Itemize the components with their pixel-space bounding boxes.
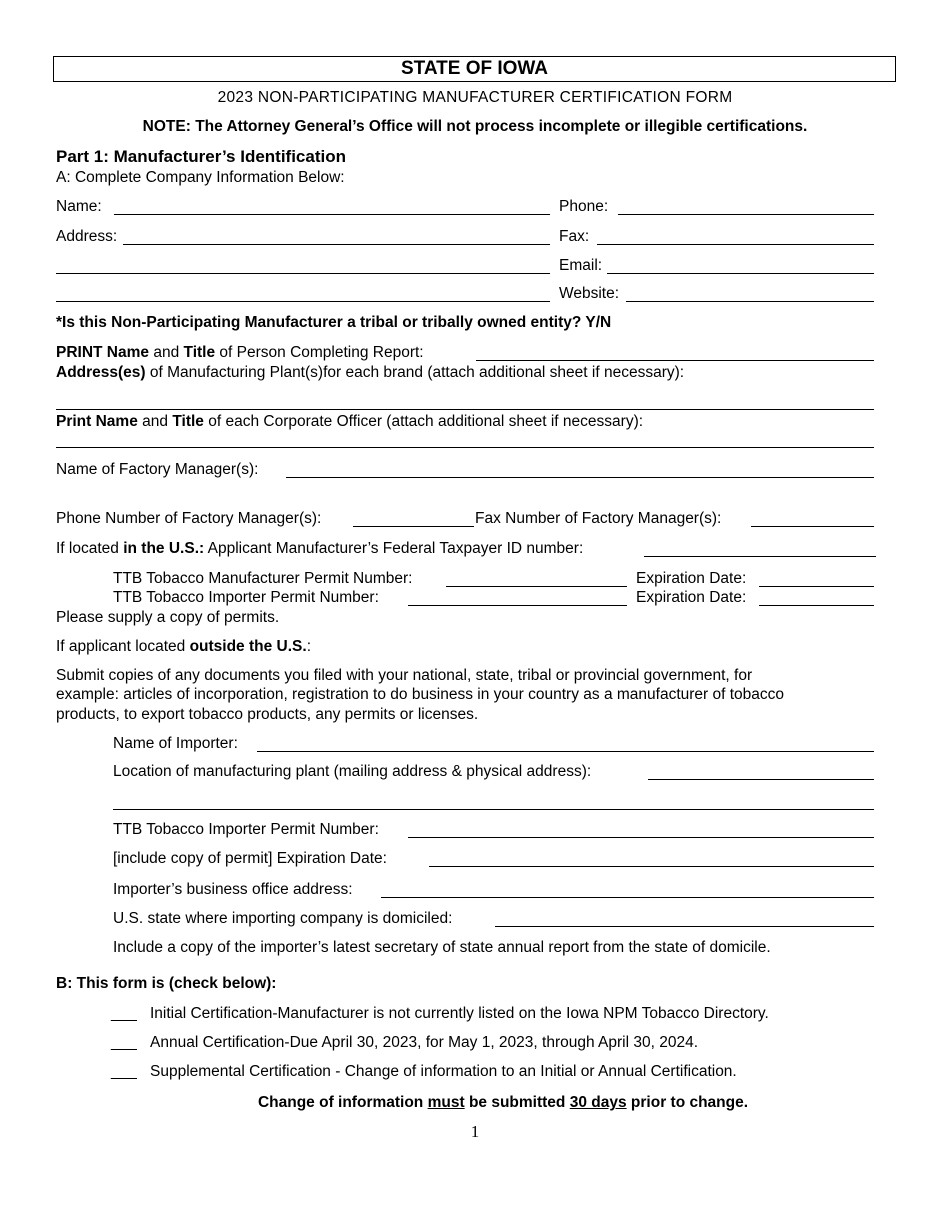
- submit-docs-line-2: example: articles of incorporation, registration to do business in your country as a manufacturer of tobacco: [56, 686, 785, 703]
- fm-fax-field[interactable]: [751, 526, 874, 527]
- form-title: STATE OF IOWA: [53, 56, 896, 82]
- ttb-importer-expiration-label: Expiration Date:: [636, 589, 747, 606]
- corporate-officers-label: Print Name and Title of each Corporate Officer (attach additional sheet if necessary):: [56, 413, 644, 430]
- section-b-label: B: This form is (check below):: [56, 975, 277, 992]
- importer-report-note: Include a copy of the importer’s latest secretary of state annual report from the state of domicile.: [113, 939, 771, 956]
- part1-heading: Part 1: Manufacturer’s Identification: [56, 147, 346, 166]
- person-completing-field[interactable]: [476, 360, 874, 361]
- importer-permit-label: TTB Tobacco Importer Permit Number:: [113, 821, 379, 838]
- annual-certification-checkbox[interactable]: ___: [111, 1034, 137, 1051]
- phone-label: Phone:: [559, 198, 609, 215]
- address-field-3[interactable]: [56, 301, 550, 302]
- address-field-2[interactable]: [56, 273, 550, 274]
- outside-us-label: If applicant located outside the U.S.:: [56, 638, 311, 655]
- importer-office-field[interactable]: [381, 897, 874, 898]
- importer-state-field[interactable]: [495, 926, 874, 927]
- annual-certification-label: Annual Certification-Due April 30, 2023, for May 1, 2023, through April 30, 2024.: [150, 1034, 699, 1051]
- factory-manager-label: Name of Factory Manager(s):: [56, 461, 259, 478]
- plant-location-field-2[interactable]: [113, 809, 874, 810]
- email-field[interactable]: [607, 273, 874, 274]
- importer-name-label: Name of Importer:: [113, 735, 238, 752]
- name-label: Name:: [56, 198, 102, 215]
- permit-expiration-label: [include copy of permit] Expiration Date:: [113, 850, 387, 867]
- fax-label: Fax:: [559, 228, 590, 245]
- importer-name-field[interactable]: [257, 751, 874, 752]
- plant-location-label: Location of manufacturing plant (mailing address & physical address):: [113, 763, 592, 780]
- importer-state-label: U.S. state where importing company is domiciled:: [113, 910, 453, 927]
- taxpayer-id-label: If located in the U.S.: Applicant Manufacturer’s Federal Taxpayer ID number:: [56, 540, 584, 557]
- plant-addresses-label: Address(es) of Manufacturing Plant(s)for each brand (attach additional sheet if necessary):: [56, 364, 685, 381]
- permits-note: Please supply a copy of permits.: [56, 609, 280, 626]
- ttb-manufacturer-field[interactable]: [446, 586, 627, 587]
- importer-office-label: Importer’s business office address:: [113, 881, 353, 898]
- importer-permit-field[interactable]: [408, 837, 874, 838]
- ttb-manufacturer-label: TTB Tobacco Manufacturer Permit Number:: [113, 570, 413, 587]
- fm-fax-label: Fax Number of Factory Manager(s):: [475, 510, 722, 527]
- section-a-label: A: Complete Company Information Below:: [56, 169, 345, 186]
- ttb-importer-expiration-field[interactable]: [759, 605, 874, 606]
- email-label: Email:: [559, 257, 603, 274]
- factory-manager-field[interactable]: [286, 477, 874, 478]
- supplemental-certification-label: Supplemental Certification - Change of information to an Initial or Annual Certification.: [150, 1063, 737, 1080]
- website-field[interactable]: [626, 301, 874, 302]
- permit-expiration-field[interactable]: [429, 866, 874, 867]
- submit-docs-line-1: Submit copies of any documents you filed with your national, state, tribal or provincial government, for: [56, 667, 753, 684]
- page-number: 1: [470, 1122, 480, 1141]
- plant-location-field-1[interactable]: [648, 779, 874, 780]
- ttb-manufacturer-expiration-label: Expiration Date:: [636, 570, 747, 587]
- ttb-importer-field[interactable]: [408, 605, 627, 606]
- fax-field[interactable]: [597, 244, 874, 245]
- fm-phone-field[interactable]: [353, 526, 474, 527]
- ttb-manufacturer-expiration-field[interactable]: [759, 586, 874, 587]
- ttb-importer-label: TTB Tobacco Importer Permit Number:: [113, 589, 379, 606]
- person-completing-label: PRINT Name and Title of Person Completing Report:: [56, 344, 424, 361]
- supplemental-certification-checkbox[interactable]: ___: [111, 1063, 137, 1080]
- processing-note: NOTE: The Attorney General’s Office will not process incomplete or illegible certifications.: [142, 118, 808, 135]
- corporate-officers-field[interactable]: [56, 447, 874, 448]
- address-label: Address:: [56, 228, 118, 245]
- form-subtitle: 2023 NON-PARTICIPATING MANUFACTURER CERTIFICATION FORM: [217, 89, 733, 106]
- change-notice: Change of information must be submitted 30 days prior to change.: [257, 1094, 749, 1111]
- initial-certification-checkbox[interactable]: ___: [111, 1005, 137, 1022]
- phone-field[interactable]: [618, 214, 874, 215]
- taxpayer-id-field[interactable]: [644, 556, 876, 557]
- website-label: Website:: [559, 285, 620, 302]
- address-field-1[interactable]: [123, 244, 550, 245]
- fm-phone-label: Phone Number of Factory Manager(s):: [56, 510, 322, 527]
- submit-docs-line-3: products, to export tobacco products, any permits or licenses.: [56, 706, 479, 723]
- initial-certification-label: Initial Certification-Manufacturer is not currently listed on the Iowa NPM Tobacco Directory.: [150, 1005, 769, 1022]
- name-field[interactable]: [114, 214, 550, 215]
- tribal-question: *Is this Non-Participating Manufacturer a tribal or tribally owned entity? Y/N: [56, 314, 612, 331]
- plant-addresses-field[interactable]: [56, 409, 874, 410]
